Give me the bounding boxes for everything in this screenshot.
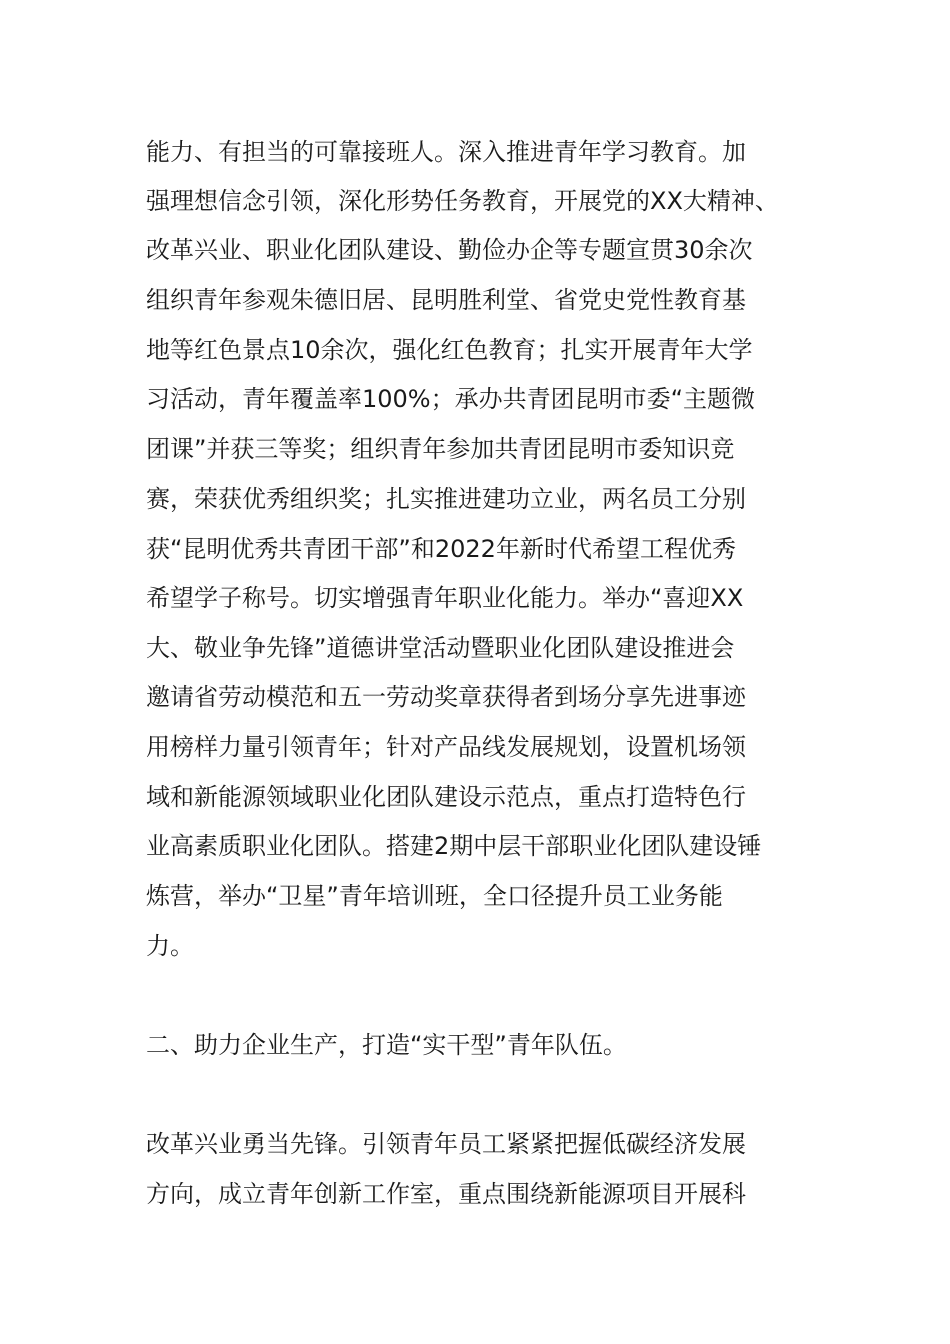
body-text-line: 习活动，青年覆盖率100%；承办共青团昆明市委“主题微 — [146, 385, 756, 413]
body-text-line: 业高素质职业化团队。搭建2期中层干部职业化团队建设锤 — [146, 832, 762, 860]
body-text-line: 强理想信念引领，深化形势任务教育，开展党的XX大精神、 — [146, 187, 779, 215]
body-text-line: 大、敬业争先锋”道德讲堂活动暨职业化团队建设推进会 — [146, 634, 735, 662]
body-text-line: 组织青年参观朱德旧居、昆明胜利堂、省党史党性教育基 — [146, 286, 746, 314]
body-text-line: 炼营，举办“卫星”青年培训班，全口径提升员工业务能 — [146, 882, 723, 910]
body-text-line: 力。 — [146, 932, 194, 960]
body-text-line: 用榜样力量引领青年；针对产品线发展规划，设置机场领 — [146, 733, 746, 761]
body-text-line: 团课”并获三等奖；组织青年参加共青团昆明市委知识竞 — [146, 435, 735, 463]
body-text-line: 改革兴业勇当先锋。引领青年员工紧紧把握低碳经济发展 — [146, 1130, 746, 1158]
body-text-line: 赛，荣获优秀组织奖；扎实推进建功立业，两名员工分别 — [146, 485, 746, 513]
body-text-line: 地等红色景点10余次，强化红色教育；扎实开展青年大学 — [146, 336, 753, 364]
body-text-line: 获“昆明优秀共青团干部”和2022年新时代希望工程优秀 — [146, 535, 736, 563]
body-text-line: 邀请省劳动模范和五一劳动奖章获得者到场分享先进事迹 — [146, 683, 746, 711]
section-heading: 二、助力企业生产，打造“实干型”青年队伍。 — [146, 1031, 627, 1059]
body-text-line: 域和新能源领域职业化团队建设示范点，重点打造特色行 — [146, 783, 746, 811]
body-text-line: 方向，成立青年创新工作室，重点围绕新能源项目开展科 — [146, 1180, 746, 1208]
body-text-line: 希望学子称号。切实增强青年职业化能力。举办“喜迎XX — [146, 584, 744, 612]
body-text-line: 能力、有担当的可靠接班人。深入推进青年学习教育。加 — [146, 138, 746, 166]
body-text-line: 改革兴业、职业化团队建设、勤俭办企等专题宣贯30余次 — [146, 236, 753, 264]
